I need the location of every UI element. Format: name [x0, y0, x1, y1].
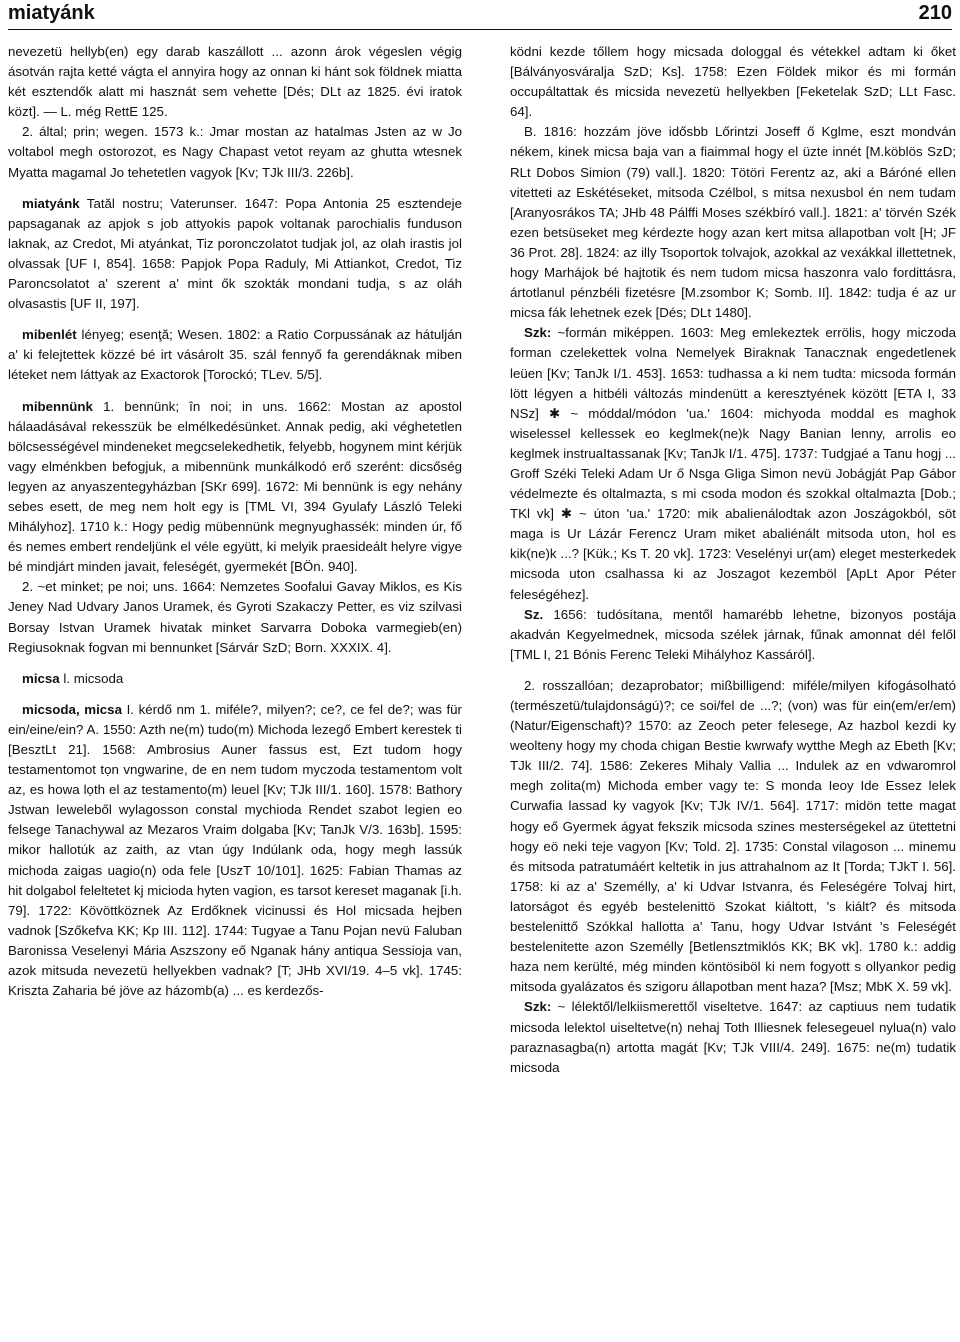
entry-headword: mibenlét — [22, 327, 77, 343]
entry-headword: miatyánk — [22, 195, 80, 211]
subsection-label: Sz. — [524, 606, 544, 622]
dictionary-entry: micsoda, micsa I. kérdő nm 1. miféle?, milyen?; ce?, ce fel de?; was für ein/eine/ein? A. 1550: Azth ne(m) tudo(m) Michoda lezegő Embert kerestek ti [BesztLt 21]. 1568: Ambrosius Auner fassus est, Ezt tudom hogy testamentomot tọn vngwarine, de en nem tudom myczoda testamentom volt az, es howa lọth el az testamento(m) leuel [Kv; TJk III/1. 160]. 1578: Bathory Jstwan leweleből wylagosson constal mychioda Rendet szabot legien eo felsege Tanachywal az Mezaros Vraim dolgaba [Kv; TanJk V/3. 163b]. 1595: mikor hallotúk az zaith, az vtan úgy Indúlank oda, hogy megh lassúk michoda zaigas uagio(n) oda fele [UszT 10/101]. 1625: Fabian Thamas az hit dolgabol feleltetet kj micioda hyten vagion, es tarsot kereset maganak [i.h. 79]. 1722: Kövöttköznek Az Erdőknek vicinussi és Hol micsada hejben vadnok [Szőkefva KK; Kp III. 112]. 1744: Tugyae a Tanu Pojan nevü Faluban Baronissa Veselenyi Mária Aszszony eő Nganak hány antiqua Sessioja van, azok mitsuda nevezetü hellyekben vadnak? [T; JHb XVI/19. 4–5 vk]. 1745: Kriszta Zaharia bé jöve az házomb(a) ... es kerdezős- — [8, 701, 462, 999]
entry-subsection: Sz. 1656: tudósítana, mentől hamarébb lehetne, bizonyos postája akadván Kegyelmednek, micsoda szélek járnak, fűnak amonnat dél felől [TML I, 21 Bónis Ferenc Teleki Mihályhoz Kassáról]. — [510, 606, 956, 662]
left-column — [8, 42, 462, 1001]
dictionary-entry: mibenlét lényeg; esenţă; Wesen. 1802: a Ratio Corpussának az hátulján a' ki felejtettek közzé bé irt vásárolt 35. szál fennyő fa gerendáknak miben léteket nem láttyak az Exactorok [Torockó; TLev. 5/5]. — [8, 327, 462, 383]
right-column — [510, 42, 956, 1078]
dictionary-entry: mibennünk 1. bennünk; în noi; in uns. 1662: Mostan az apostol hálaadásával rekesszük be elmélkedésünket. Annak pedig, aki véghetetlen bölcsességével mindeneket megcselekedhetik, felyebb, hogynem mint kérjük vagy elménkben befogjuk, a mibennünk munkálkodó erő szerént: dicsőség legyen az anyaszentegyházban [SKr 699]. 1672: Mi bennünk is egy nehány sebes esett, de meg nem holt egy is [TML VI, 394 Gyulafy László Teleki Mihályhoz]. 1710 k.: Hogy pedig mübennünk megnyughassék: minden úr, fő és nemes embert rendeljünk el véle együtt, ki melyik praesideált helyre vigye bé mindjárt minden javait, feleségét, gyermekét [BÖn. 940]. — [8, 398, 462, 575]
entry-sense: 2. rosszallóan; dezaprobator; mißbilligend: miféle/milyen kifogásolható (természetü/tulajdonságú)?; ce soi/fel de ...?; (von) was für ein(em/er/em) (Natur/Eigenschaft)? 1570: az Zeoch peter felesege, Az hazbol kezdi ky weolteny hogy my choda chigan Bestie kwrwafy wytthe Megh az Ebeth [Kv; TJk III/2. 74]. 1586: Zekeres Mihaly Vallia ... Indulek az en vdwaromrol megh zolita(m) Michoda ember vagy te: S monda Ieoy Ide Essez lelek Curwafia lassad ky vagyok [Kv; TJk IV/1. 564]. 1717: midön tette magat hogy eő Gyermek ágyat fekszik micsoda szines mesterségekel az ütettetni hogy eö neki teje vagyon [Kv; Told. 2]. 1735: Constal vilagoson ... minemu és mitsoda patratumáért keltetik in jus attrahalnom az It [Torda; TJkT I. 56]. 1758: ki az a' Személly, a' ki Udvar Istvanra, és Feleségére Tolvaj hirt, latorságot és egyéb bestelenittö Szokat kiáltott, 's kiált? és mitsoda bestelenittő Szókkal hallotta a' Tanu, hogy Udvar Istvánt 's Feleségét bestelenitette azon Személly [Betlensztmiklós KK; BK vk]. 1780 k.: addig haza nem kerülté, még minden köntösiböl ki nem fogyott s ollyankor pedig mitsoda gyalázatos és szigoru állapotban ment haza? [Msz; MbK X. 59 vk]. — [510, 677, 956, 995]
entry-sense: B. 1816: hozzám jöve idősbb Lőrintzi Joseff ő Kglme, eszt mondván nékem, kinek micsa baja van a fiaimmal hogy el üzte innét [M.köblös SzD; RLt Dobos Simion (79) vall.]. 1820: Tötöri Ferentz az, aki a Báróné ellen vitetteti az Eskétéseket, mitsoda Czélbol, s mitsa nexusbol én nem tudam [Aranyosrákos TA; JHb 48 Pálffi Moses székbíró vall.]. 1821: a' törvén Szék ezen betsüseket meg kérdezte hogy azan kert mitsa allapotban volt [H; JF 36 Prot. 28]. 1824: az illy Tsoportok tolvajok, azokkal az vexákkal illettetnek, hogy Marhájok bé hajtotik és nem tudom micsa haszonra valo fordittásra, ártotlanul pénzbéli fizetésre [M.zsombor K; Somb. II]. 1842: tudja é az ur micsa fák lehetnek ezek [Dés; DLt 1480]. — [510, 124, 956, 321]
entry-continuation: ködni kezde tőllem hogy micsada dologgal és vétekkel adtam ki őket [Bálványosváralja SzD; Ks]. 1758: Ezen Földek mikor és mi formán occupáltattak és micsida nevezetü hellyekben [Feketelak SzD; LLt Fasc. 64]. — [510, 44, 956, 120]
subsection-label: Szk: — [524, 325, 552, 341]
entry-headword: mibennünk — [22, 398, 93, 414]
entry-subsection: Szk: ~formán miképpen. 1603: Meg emlekeztek errölis, hogy miczoda forman czelekettek volna Nemelyek Biraknak Tanacznak engedetlenek leüen [Kv; TanJk I/1. 453]. 1653: tudhassa a ki nem tudta: micsoda formán lött légyen a hitbéli változás mindenütt a keresztyének között [ETA I, 33 NSz] ✱ ~ móddal/módon 'ua.' 1604: michyoda moddal es maghok wiselessel kellessek eo keglmek(ne)k Nagy Banian lenny, arrolis eo keglmek instruaItassanak [Kv; TanJk I/1. 475]. 1737: Tudgjaé a Tanu hogj ... Groff Széki Teleki Adam Ur ő Nsga Gliga Simon nevü Jobágját Pap Gábor védelmezte és oltalmazta, s mi csoda modon és szokkal oltalmazta [Dob.; TKl vk] ✱ ~ úton 'ua.' 1720: mik abalienálodtak azon Joszágokból, söt maga is Ur Lázár Ferencz Uram miket abaliénált mitsoda uton, hol es kik(ne)k ...? [Kük.; Ks T. 20 vk]. 1723: Veselényi ur(am) eleget mesterkedek micsoda uton csalhassa ki az Joszagot kezemböl [ApLt Apor Péter feleségéhez]. — [510, 325, 956, 602]
entry-subsection: Szk: ~ lélektől/lelkiismerettől viseltetve. 1647: az captiuus nem tudatik micsoda lelektol uiseltetve(n) nehaj Toth Illiesnek felesegeuel nylua(n) valo paraznasagba(n) artotta magát [Kv; TJk VIII/4. 249]. 1675: ne(m) tudatik micsoda — [510, 999, 956, 1075]
entry-continuation: nevezetü hellyb(en) egy darab kaszállott ... azonn árok végeslen végig ásotván rajta ketté vágta el annyira hogy az onnan ki hánt sok földnek miatta két esztendők alatt mi hasznát sem vehette [Dés; DLt az 1825. évi iratok közt]. — L. még RettE 125. — [8, 44, 462, 120]
running-head — [8, 0, 952, 30]
entry-sense: 2. által; prin; wegen. 1573 k.: Jmar mostan az hatalmas Jsten az w Jo voltabol megh ostorozot, es Nagy Chapast vetot reyam az ghutta wtesnek Myatta magamal Jo tehetetlen vagyok [Kv; TJk III/3. 226b]. — [8, 124, 462, 180]
dictionary-entry: miatyánk Tatăl nostru; Vaterunser. 1647: Popa Antonia 25 esztendeje papsaganak az apjok s job attyokis papok voltanak parochialis funduson laknak, az Credot, Mi atyánkat, Tiz poronczolatot tudjak jol, az olah irastis jol olvassak [UF I, 854]. 1658: Papjok Popa Raduly, Mi Attiankot, Credot, Tiz Paroncsolatot a' szerent a' mint ők szokták mondani tudja, s az oláh olvasastis [UF II, 197]. — [8, 195, 462, 312]
entry-sense: 2. ~et minket; pe noi; uns. 1664: Nemzetes Soofalui Gavay Miklos, es Kis Jeney Nad Udvary Janos Uramek, és Gyroti Szakaczy Petter, es viz szilvasi Borsay Istvan Uramek hivatak minket Sarvarra Doboka varmegieb(en) Regiusoknak fogvan mi bennunket [Sárvár SzD; Born. XXXIX. 4]. — [8, 579, 462, 655]
entry-headword: micsoda, micsa — [22, 701, 122, 717]
page-number: 210 — [918, 2, 952, 24]
subsection-label: Szk: — [524, 999, 552, 1015]
dictionary-entry: micsa l. micsoda — [22, 670, 124, 686]
entry-headword: micsa — [22, 670, 60, 686]
running-headword: miatyánk — [8, 2, 95, 24]
